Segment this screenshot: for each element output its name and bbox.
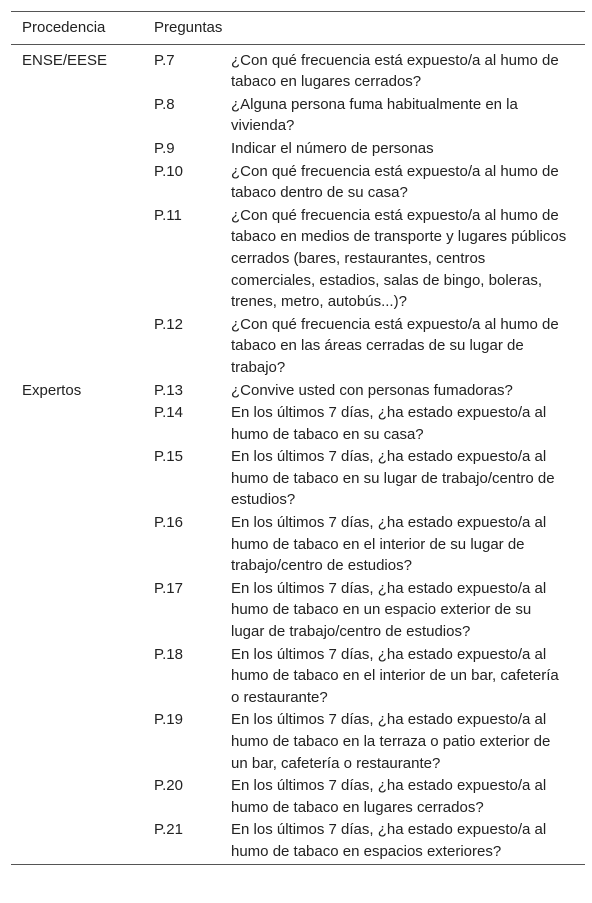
row-question-code: P.21: [154, 821, 183, 839]
row-source: [11, 709, 154, 775]
row-question-text: En los últimos 7 días, ¿ha estado expuesto/a al humo de tabaco en la terraza o patio exterior de un bar, cafetería o restaurante?: [231, 711, 551, 772]
table-row: [11, 205, 585, 314]
row-source: [11, 161, 154, 205]
table-row: [11, 512, 585, 578]
row-question-code: P.18: [154, 645, 183, 663]
table-row: [11, 314, 585, 380]
row-question-code: P.15: [154, 448, 183, 466]
row-question-code: P.7: [154, 51, 175, 69]
table-header-row: [11, 12, 585, 45]
row-question-text: En los últimos 7 días, ¿ha estado expuesto/a al humo de tabaco en su lugar de trabajo/centro de estudios?: [231, 448, 555, 509]
row-source: [11, 94, 154, 138]
row-question-text: En los últimos 7 días, ¿ha estado expuesto/a al humo de tabaco en su casa?: [231, 404, 547, 443]
questions-table: [11, 11, 585, 865]
row-question-text: ¿Con qué frecuencia está expuesto/a al humo de tabaco en lugares cerrados?: [231, 51, 559, 91]
row-source: [11, 402, 154, 446]
header-preguntas: Preguntas: [154, 19, 223, 36]
row-question-text: En los últimos 7 días, ¿ha estado expuesto/a al humo de tabaco en un espacio exterior de su lugar de trabajo/centro de estudios?: [231, 579, 547, 641]
table-row: [11, 578, 585, 644]
table-row: [11, 775, 585, 819]
table-row: [11, 138, 585, 161]
row-source: [11, 512, 154, 578]
row-question-text: En los últimos 7 días, ¿ha estado expuesto/a al humo de tabaco en espacios exteriores?: [231, 821, 547, 860]
row-question-text: ¿Convive usted con personas fumadoras?: [231, 381, 513, 399]
row-question-code: P.16: [154, 514, 183, 532]
row-source: [11, 578, 154, 644]
questions-table-container: [11, 11, 585, 865]
row-question-code: P.19: [154, 711, 183, 729]
row-source: [11, 446, 154, 512]
table-row: [11, 446, 585, 512]
row-question-text: ¿Alguna persona fuma habitualmente en la vivienda?: [231, 95, 518, 135]
row-question-text: En los últimos 7 días, ¿ha estado expuesto/a al humo de tabaco en el interior de un bar, cafetería o restaurante?: [231, 645, 559, 706]
row-source: [11, 644, 154, 710]
row-source: [11, 775, 154, 819]
row-question-code: P.8: [154, 95, 175, 113]
table-row: [11, 644, 585, 710]
row-source: [11, 205, 154, 314]
row-source: [11, 314, 154, 380]
row-source: ENSE/EESE: [22, 51, 108, 69]
row-source: [11, 819, 154, 864]
row-question-code: P.20: [154, 777, 183, 795]
row-question-code: P.10: [154, 162, 183, 180]
table-row: [11, 709, 585, 775]
table-row: [11, 402, 585, 446]
row-question-code: P.9: [154, 139, 175, 157]
table-row: [11, 380, 585, 403]
header-procedencia: Procedencia: [22, 19, 106, 36]
row-question-code: P.17: [154, 579, 183, 597]
row-question-text: Indicar el número de personas: [231, 139, 434, 157]
row-question-text: ¿Con qué frecuencia está expuesto/a al humo de tabaco en medios de transporte y lugares públicos cerrados (bares, restaurantes, centros comerciales, estadios, salas de bingo, boleras, trenes, metro, autobús...)?: [231, 206, 567, 311]
table-body: [11, 44, 585, 864]
row-question-code: P.12: [154, 315, 183, 333]
row-source: Expertos: [22, 381, 82, 399]
table-row: [11, 44, 585, 94]
row-question-text: En los últimos 7 días, ¿ha estado expuesto/a al humo de tabaco en el interior de su lugar de trabajo/centro de estudios?: [231, 514, 547, 575]
table-row: [11, 94, 585, 138]
row-question-code: P.13: [154, 381, 183, 399]
row-question-text: En los últimos 7 días, ¿ha estado expuesto/a al humo de tabaco en lugares cerrados?: [231, 777, 547, 816]
row-question-code: P.11: [154, 206, 182, 224]
row-source: [11, 138, 154, 161]
row-question-code: P.14: [154, 404, 183, 422]
table-row: [11, 819, 585, 864]
row-question-text: ¿Con qué frecuencia está expuesto/a al humo de tabaco dentro de su casa?: [231, 162, 559, 202]
row-question-text: ¿Con qué frecuencia está expuesto/a al humo de tabaco en las áreas cerradas de su lugar de trabajo?: [231, 315, 559, 376]
table-row: [11, 161, 585, 205]
